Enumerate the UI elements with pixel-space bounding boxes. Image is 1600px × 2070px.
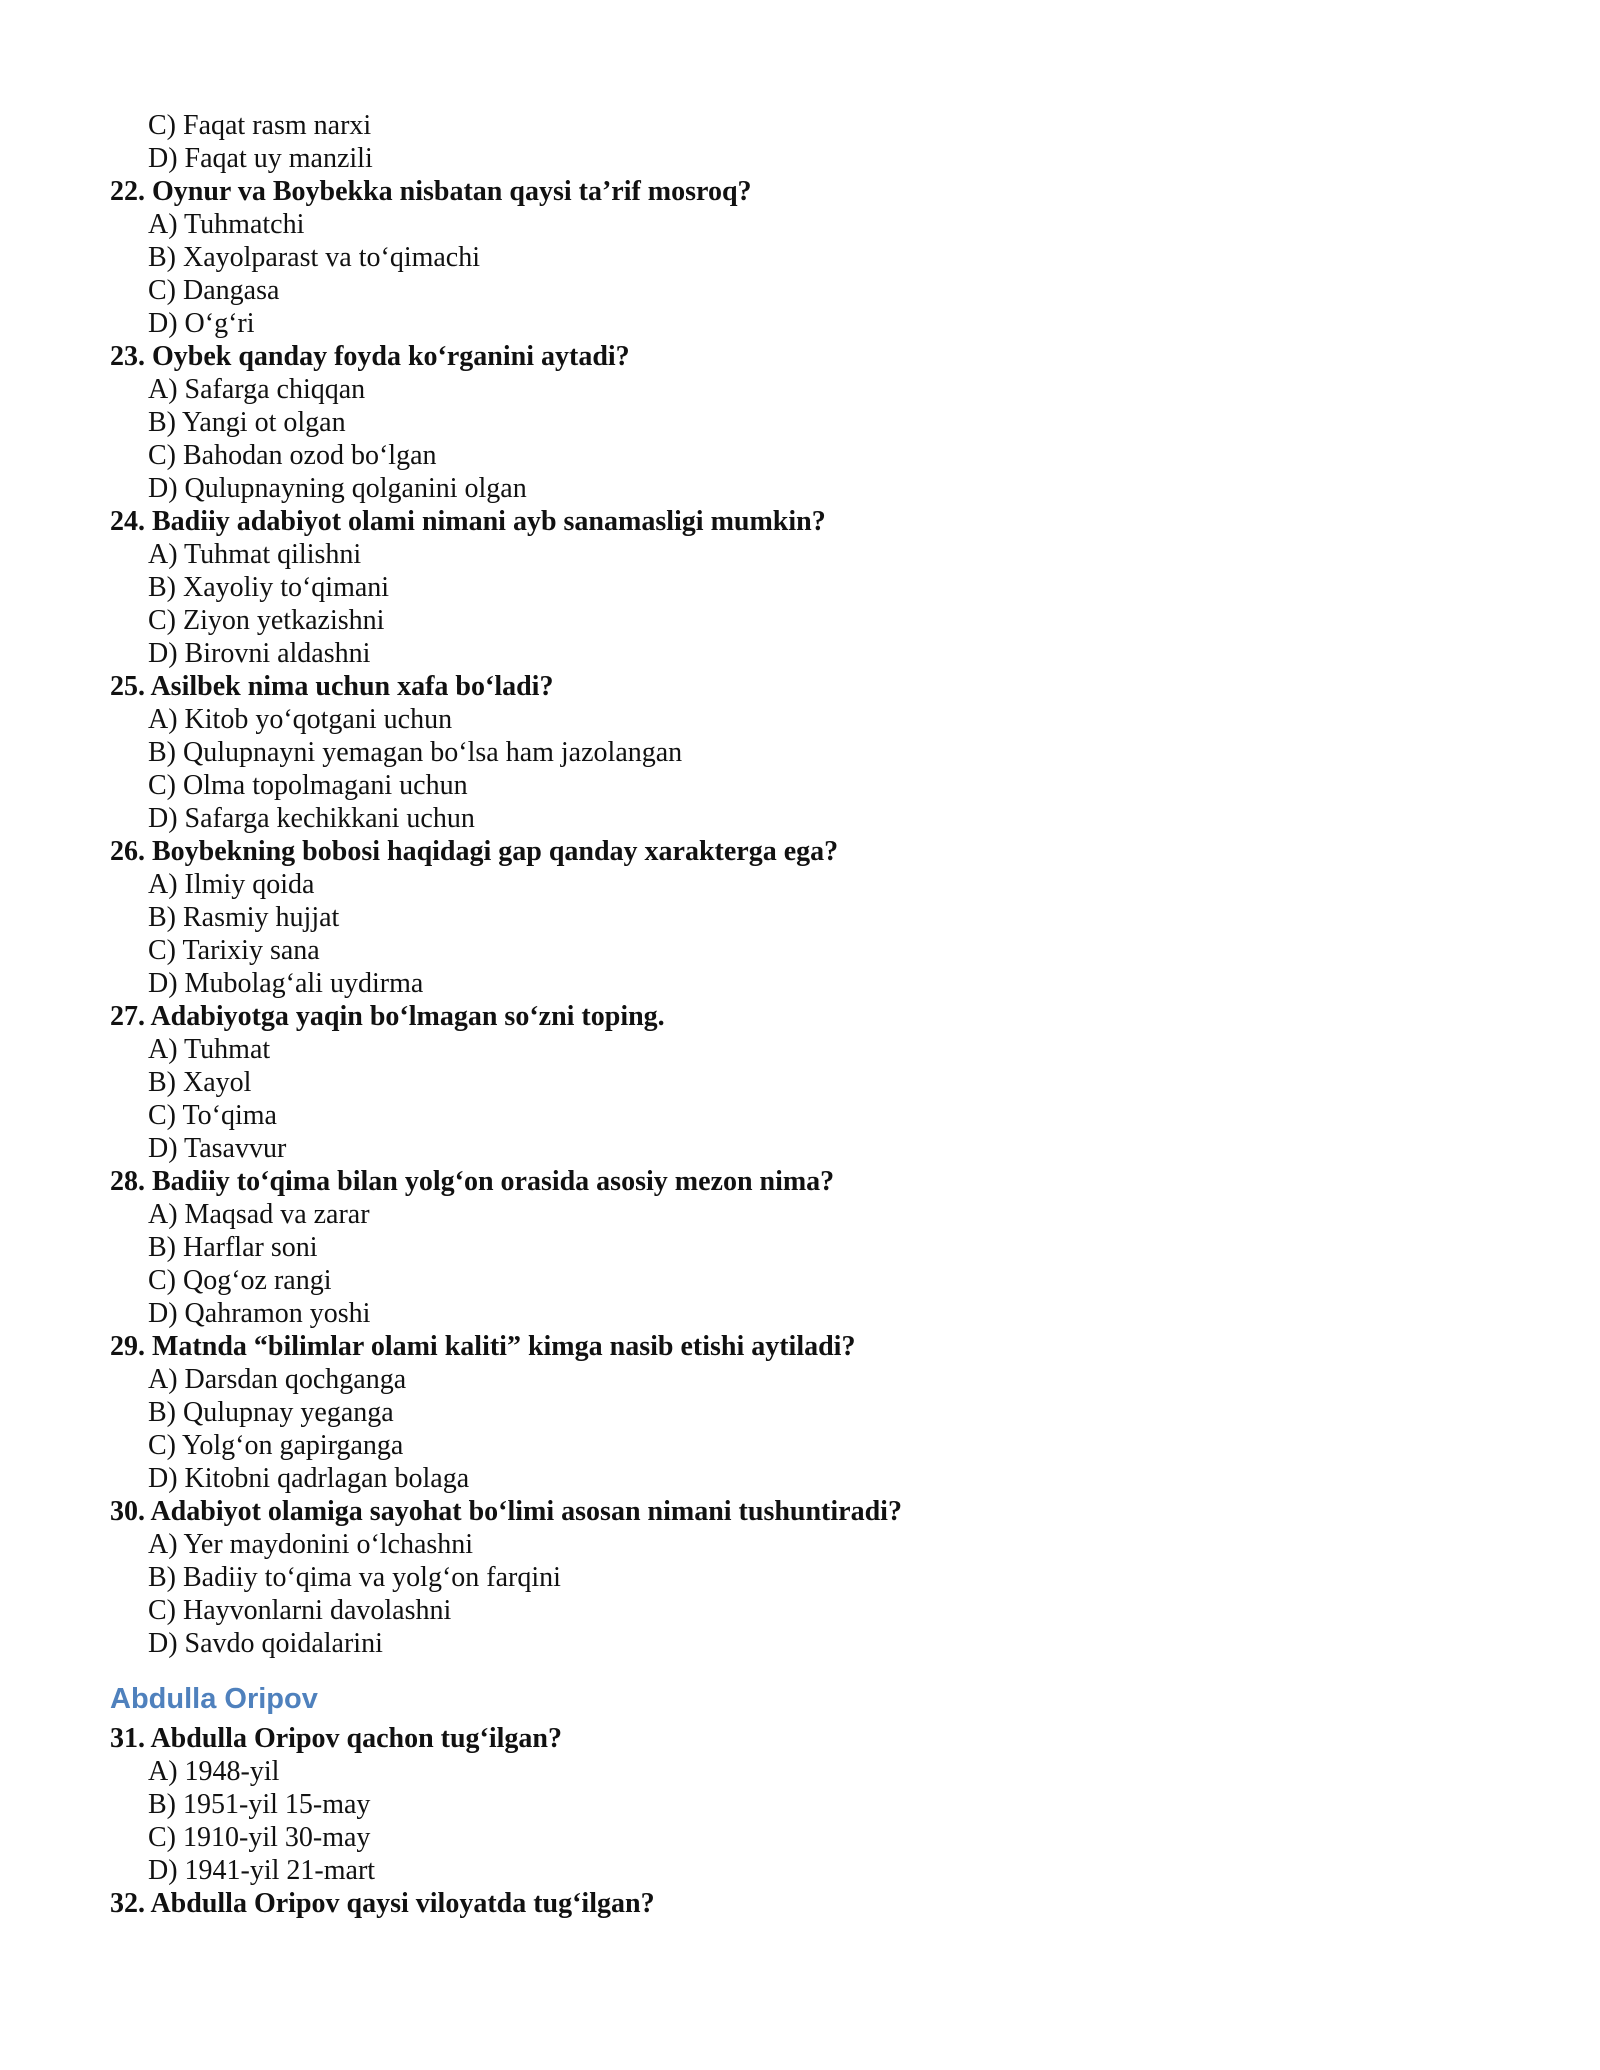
- question-text: 25. Asilbek nima uchun xafa bo‘ladi?: [110, 671, 554, 702]
- question-text: 30. Adabiyot olamiga sayohat bo‘limi asosan nimani tushuntiradi?: [110, 1496, 902, 1527]
- answer-option: A) Tuhmatchi: [148, 209, 305, 240]
- section-heading: Abdulla Oripov: [110, 1683, 318, 1715]
- question-text: 22. Oynur va Boybekka nisbatan qaysi ta’rif mosroq?: [110, 176, 752, 207]
- answer-option: B) Yangi ot olgan: [148, 407, 346, 438]
- answer-option: C) Hayvonlarni davolashni: [148, 1595, 452, 1626]
- answer-option: B) Qulupnay yeganga: [148, 1397, 394, 1428]
- answer-option: C) Olma topolmagani uchun: [148, 770, 468, 801]
- answer-option: D) Birovni aldashni: [148, 638, 371, 669]
- answer-option: A) Darsdan qochganga: [148, 1364, 407, 1395]
- answer-option: D) Safarga kechikkani uchun: [148, 803, 475, 834]
- question-text: 24. Badiiy adabiyot olami nimani ayb sanamasligi mumkin?: [110, 506, 826, 537]
- answer-option: C) Yolg‘on gapirganga: [148, 1430, 404, 1461]
- answer-option: B) Harflar soni: [148, 1232, 318, 1263]
- answer-option: A) Tuhmat qilishni: [148, 539, 362, 570]
- answer-option: A) Safarga chiqqan: [148, 374, 366, 405]
- answer-option: A) Ilmiy qoida: [148, 869, 315, 900]
- quiz-content: [110, 109, 1490, 1920]
- answer-option: B) Xayol: [148, 1067, 252, 1098]
- answer-option: C) Qog‘oz rangi: [148, 1265, 332, 1296]
- answer-option: A) Tuhmat: [148, 1034, 271, 1065]
- answer-option: B) 1951-yil 15-may: [148, 1789, 371, 1820]
- answer-option: A) Maqsad va zarar: [148, 1199, 370, 1230]
- question-text: 27. Adabiyotga yaqin bo‘lmagan so‘zni toping.: [110, 1001, 665, 1032]
- question-text: 32. Abdulla Oripov qaysi viloyatda tug‘ilgan?: [110, 1888, 655, 1919]
- answer-option: D) Kitobni qadrlagan bolaga: [148, 1463, 470, 1494]
- answer-option: D) 1941-yil 21-mart: [148, 1855, 376, 1886]
- answer-option: B) Badiiy to‘qima va yolg‘on farqini: [148, 1562, 561, 1593]
- answer-option: D) Faqat uy manzili: [148, 143, 373, 174]
- answer-option: A) Kitob yo‘qotgani uchun: [148, 704, 453, 735]
- answer-option: A) Yer maydonini o‘lchashni: [148, 1529, 474, 1560]
- answer-option: D) Savdo qoidalarini: [148, 1628, 383, 1659]
- answer-option: C) 1910-yil 30-may: [148, 1822, 371, 1853]
- answer-option: D) Qulupnayning qolganini olgan: [148, 473, 527, 504]
- question-text: 28. Badiiy to‘qima bilan yolg‘on orasida asosiy mezon nima?: [110, 1166, 835, 1197]
- answer-option: D) Qahramon yoshi: [148, 1298, 371, 1329]
- answer-option: D) O‘g‘ri: [148, 308, 255, 339]
- question-text: 29. Matnda “bilimlar olami kaliti” kimga nasib etishi aytiladi?: [110, 1331, 856, 1362]
- question-text: 23. Oybek qanday foyda ko‘rganini aytadi?: [110, 341, 630, 372]
- answer-option: D) Tasavvur: [148, 1133, 287, 1164]
- answer-option: D) Mubolag‘ali uydirma: [148, 968, 424, 999]
- question-text: 31. Abdulla Oripov qachon tug‘ilgan?: [110, 1723, 563, 1754]
- answer-option: C) Bahodan ozod bo‘lgan: [148, 440, 437, 471]
- answer-option: A) 1948-yil: [148, 1756, 280, 1787]
- answer-option: C) Tarixiy sana: [148, 935, 320, 966]
- answer-option: B) Xayolparast va to‘qimachi: [148, 242, 481, 273]
- answer-option: C) To‘qima: [148, 1100, 277, 1131]
- answer-option: B) Xayoliy to‘qimani: [148, 572, 390, 603]
- answer-option: B) Rasmiy hujjat: [148, 902, 340, 933]
- answer-option: C) Ziyon yetkazishni: [148, 605, 385, 636]
- answer-option: C) Dangasa: [148, 275, 280, 306]
- question-text: 26. Boybekning bobosi haqidagi gap qanday xarakterga ega?: [110, 836, 839, 867]
- answer-option: B) Qulupnayni yemagan bo‘lsa ham jazolangan: [148, 737, 683, 768]
- answer-option: C) Faqat rasm narxi: [148, 110, 372, 141]
